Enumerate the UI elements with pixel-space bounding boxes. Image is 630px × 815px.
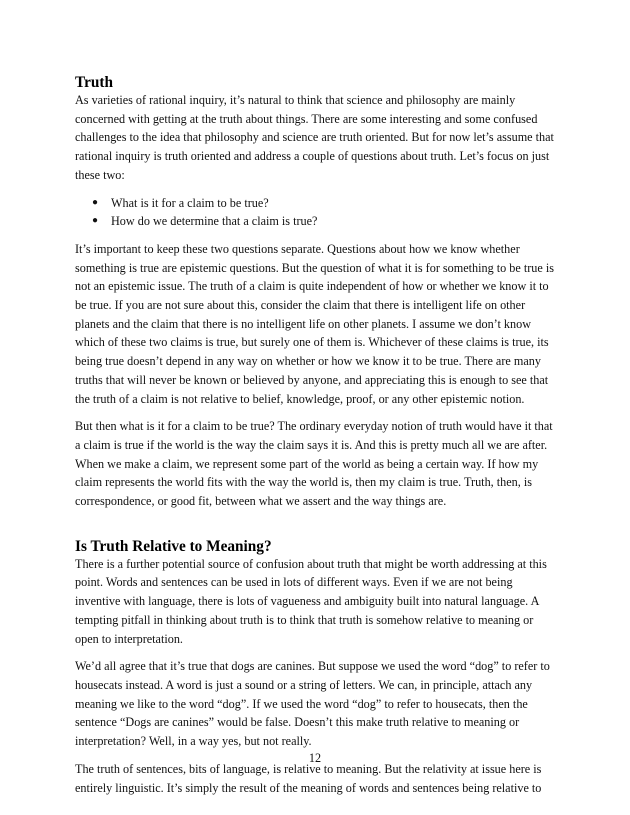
- paragraph-correspondence: But then what is it for a claim to be true? The ordinary everyday notion of truth would have it that a claim is true if the world is the way the claim says it is. And this is pretty much all we are after. When we make a claim, we represent some part of the world as being a certain way. If how my claim represents the world fits with the way the world is, then my claim is true. Truth, then, is correspondence, or good fit, between what we assert and the way things are.: [75, 419, 553, 509]
- question-list: [75, 194, 558, 231]
- section-heading-meaning: Is Truth Relative to Meaning?: [75, 537, 272, 555]
- bullet-icon: ●: [92, 215, 99, 227]
- list-item: [75, 194, 558, 213]
- paragraph-confusion: There is a further potential source of confusion about truth that might be worth addressing at this point. Words and sentences can be used in lots of different ways. Even if we are not being inventive with language, there is lots of vagueness and ambiguity built into natural language. A tempting pitfall in thinking about truth is to think that truth is somehow relative to meaning or open to interpretation.: [75, 556, 547, 646]
- bullet-icon: ●: [92, 196, 99, 208]
- paragraph-epistemic: It’s important to keep these two questions separate. Questions about how we know whether something is true are epistemic questions. But the question of what it is for something to be true is not an epistemic issue. The truth of a claim is quite independent of how or whether we know it to be true. If you are not sure about this, consider the claim that there is intelligent life on other planets and the claim that there is no intelligent life on other planets. I assume we don’t know which of these two claims is true, but surely one of them is. Whichever of these claims is true, its being true doesn’t depend in any way on whether or how we know it to be true. There are many truths that will never be known or believed by anyone, and appreciating this is enough to see that the truth of a claim is not relative to belief, knowledge, proof, or any other epistemic notion.: [75, 241, 554, 406]
- page-body: [75, 74, 558, 806]
- list-item-text: How do we determine that a claim is true?: [111, 214, 318, 229]
- page-number: 12: [308, 751, 322, 765]
- list-item: [75, 212, 558, 231]
- paragraph-intro: As varieties of rational inquiry, it’s natural to think that science and philosophy are mainly concerned with getting at the truth about things. There are some interesting and some confused challenges to the idea that philosophy and science are truth oriented. But for now let’s assume that rational inquiry is truth oriented and address a couple of questions about truth. Let’s focus on just these two:: [75, 93, 554, 182]
- paragraph-dogs: We’d all agree that it’s true that dogs are canines. But suppose we used the word “dog” to refer to housecats instead. A word is just a sound or a string of letters. We can, in principle, attach any meaning we like to the word “dog”. If we used the word “dog” to refer to housecats, then the sentence “Dogs are canines” would be false. Doesn’t this make truth relative to meaning or interpretation? Well, in a way yes, but not really.: [75, 659, 550, 749]
- section-heading-truth: Truth: [75, 74, 113, 91]
- paragraph-linguistic: The truth of sentences, bits of language, is relative to meaning. But the relativity at issue here is entirely linguistic. It’s simply the result of the meaning of words and sentences being relative to: [75, 761, 542, 795]
- list-item-text: What is it for a claim to be true?: [111, 195, 269, 210]
